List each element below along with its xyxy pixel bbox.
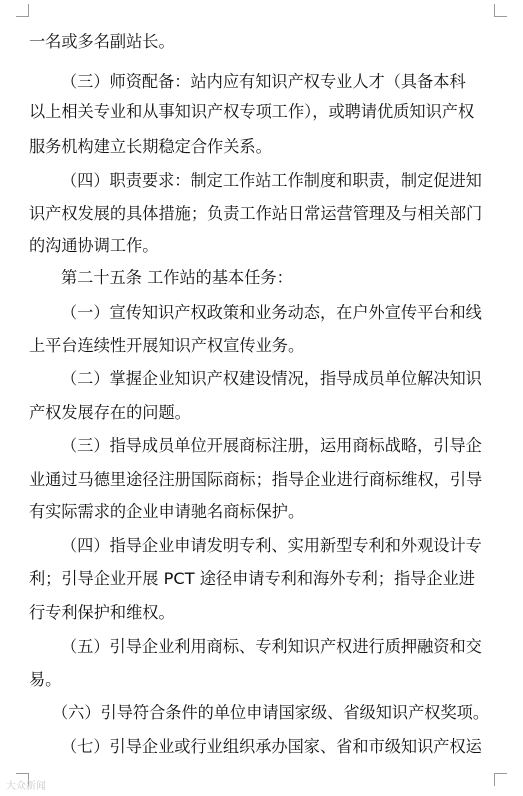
text-line: 行专利保护和维权。 — [29, 603, 175, 622]
text-line: （七）引导企业或行业组织承办国家、省和市级知识产权运 — [61, 737, 482, 756]
text-line: 以上相关专业和从事知识产权专项工作），或聘请优质知识产权 — [29, 102, 475, 121]
text-line: （六）引导符合条件的单位申请国家级、省级知识产权奖项。 — [52, 703, 490, 722]
text-line: 有实际需求的企业申请驰名商标保护。 — [29, 502, 305, 521]
margin-corner-top-left — [16, 4, 29, 17]
text-line: 业通过马德里途径注册国际商标；指导企业进行商标维权，引导 — [29, 470, 483, 489]
margin-corner-bottom-right — [494, 773, 507, 786]
text-line: （一）宣传知识产权政策和业务动态，在户外宣传平台和线 — [61, 303, 482, 322]
text-line: （四）职责要求：制定工作站工作制度和职责，制定促进知 — [61, 171, 482, 190]
watermark: 大众新闻 — [6, 781, 46, 792]
text-line: （五）引导企业利用商标、专利知识产权进行质押融资和交 — [61, 637, 482, 656]
article-heading: 第二十五条 工作站的基本任务： — [61, 268, 293, 287]
text-line: 识产权发展的具体措施；负责工作站日常运营管理及与相关部门 — [29, 204, 483, 223]
text-line: （三）指导成员单位开展商标注册，运用商标战略，引导企 — [61, 436, 482, 455]
text-line: 上平台连续性开展知识产权宣传业务。 — [29, 336, 305, 355]
text-line: （四）指导企业申请发明专利、实用新型专利和外观设计专 — [61, 536, 482, 555]
text-line: 服务机构建立长期稳定合作关系。 — [29, 137, 272, 156]
text-line: 利；引导企业开展 PCT 途径申请专利和海外专利；指导企业进 — [29, 569, 475, 588]
text-line: 易。 — [29, 670, 62, 689]
text-line: （二）掌握企业知识产权建设情况，指导成员单位解决知识 — [61, 369, 482, 388]
text-line: 的沟通协调工作。 — [29, 236, 159, 255]
text-line: 产权发展存在的问题。 — [29, 403, 191, 422]
text-line: （三）师资配备：站内应有知识产权专业人才（具备本科 — [61, 72, 466, 91]
text-line: 一名或多名副站长。 — [29, 32, 175, 51]
margin-corner-top-right — [494, 4, 507, 17]
